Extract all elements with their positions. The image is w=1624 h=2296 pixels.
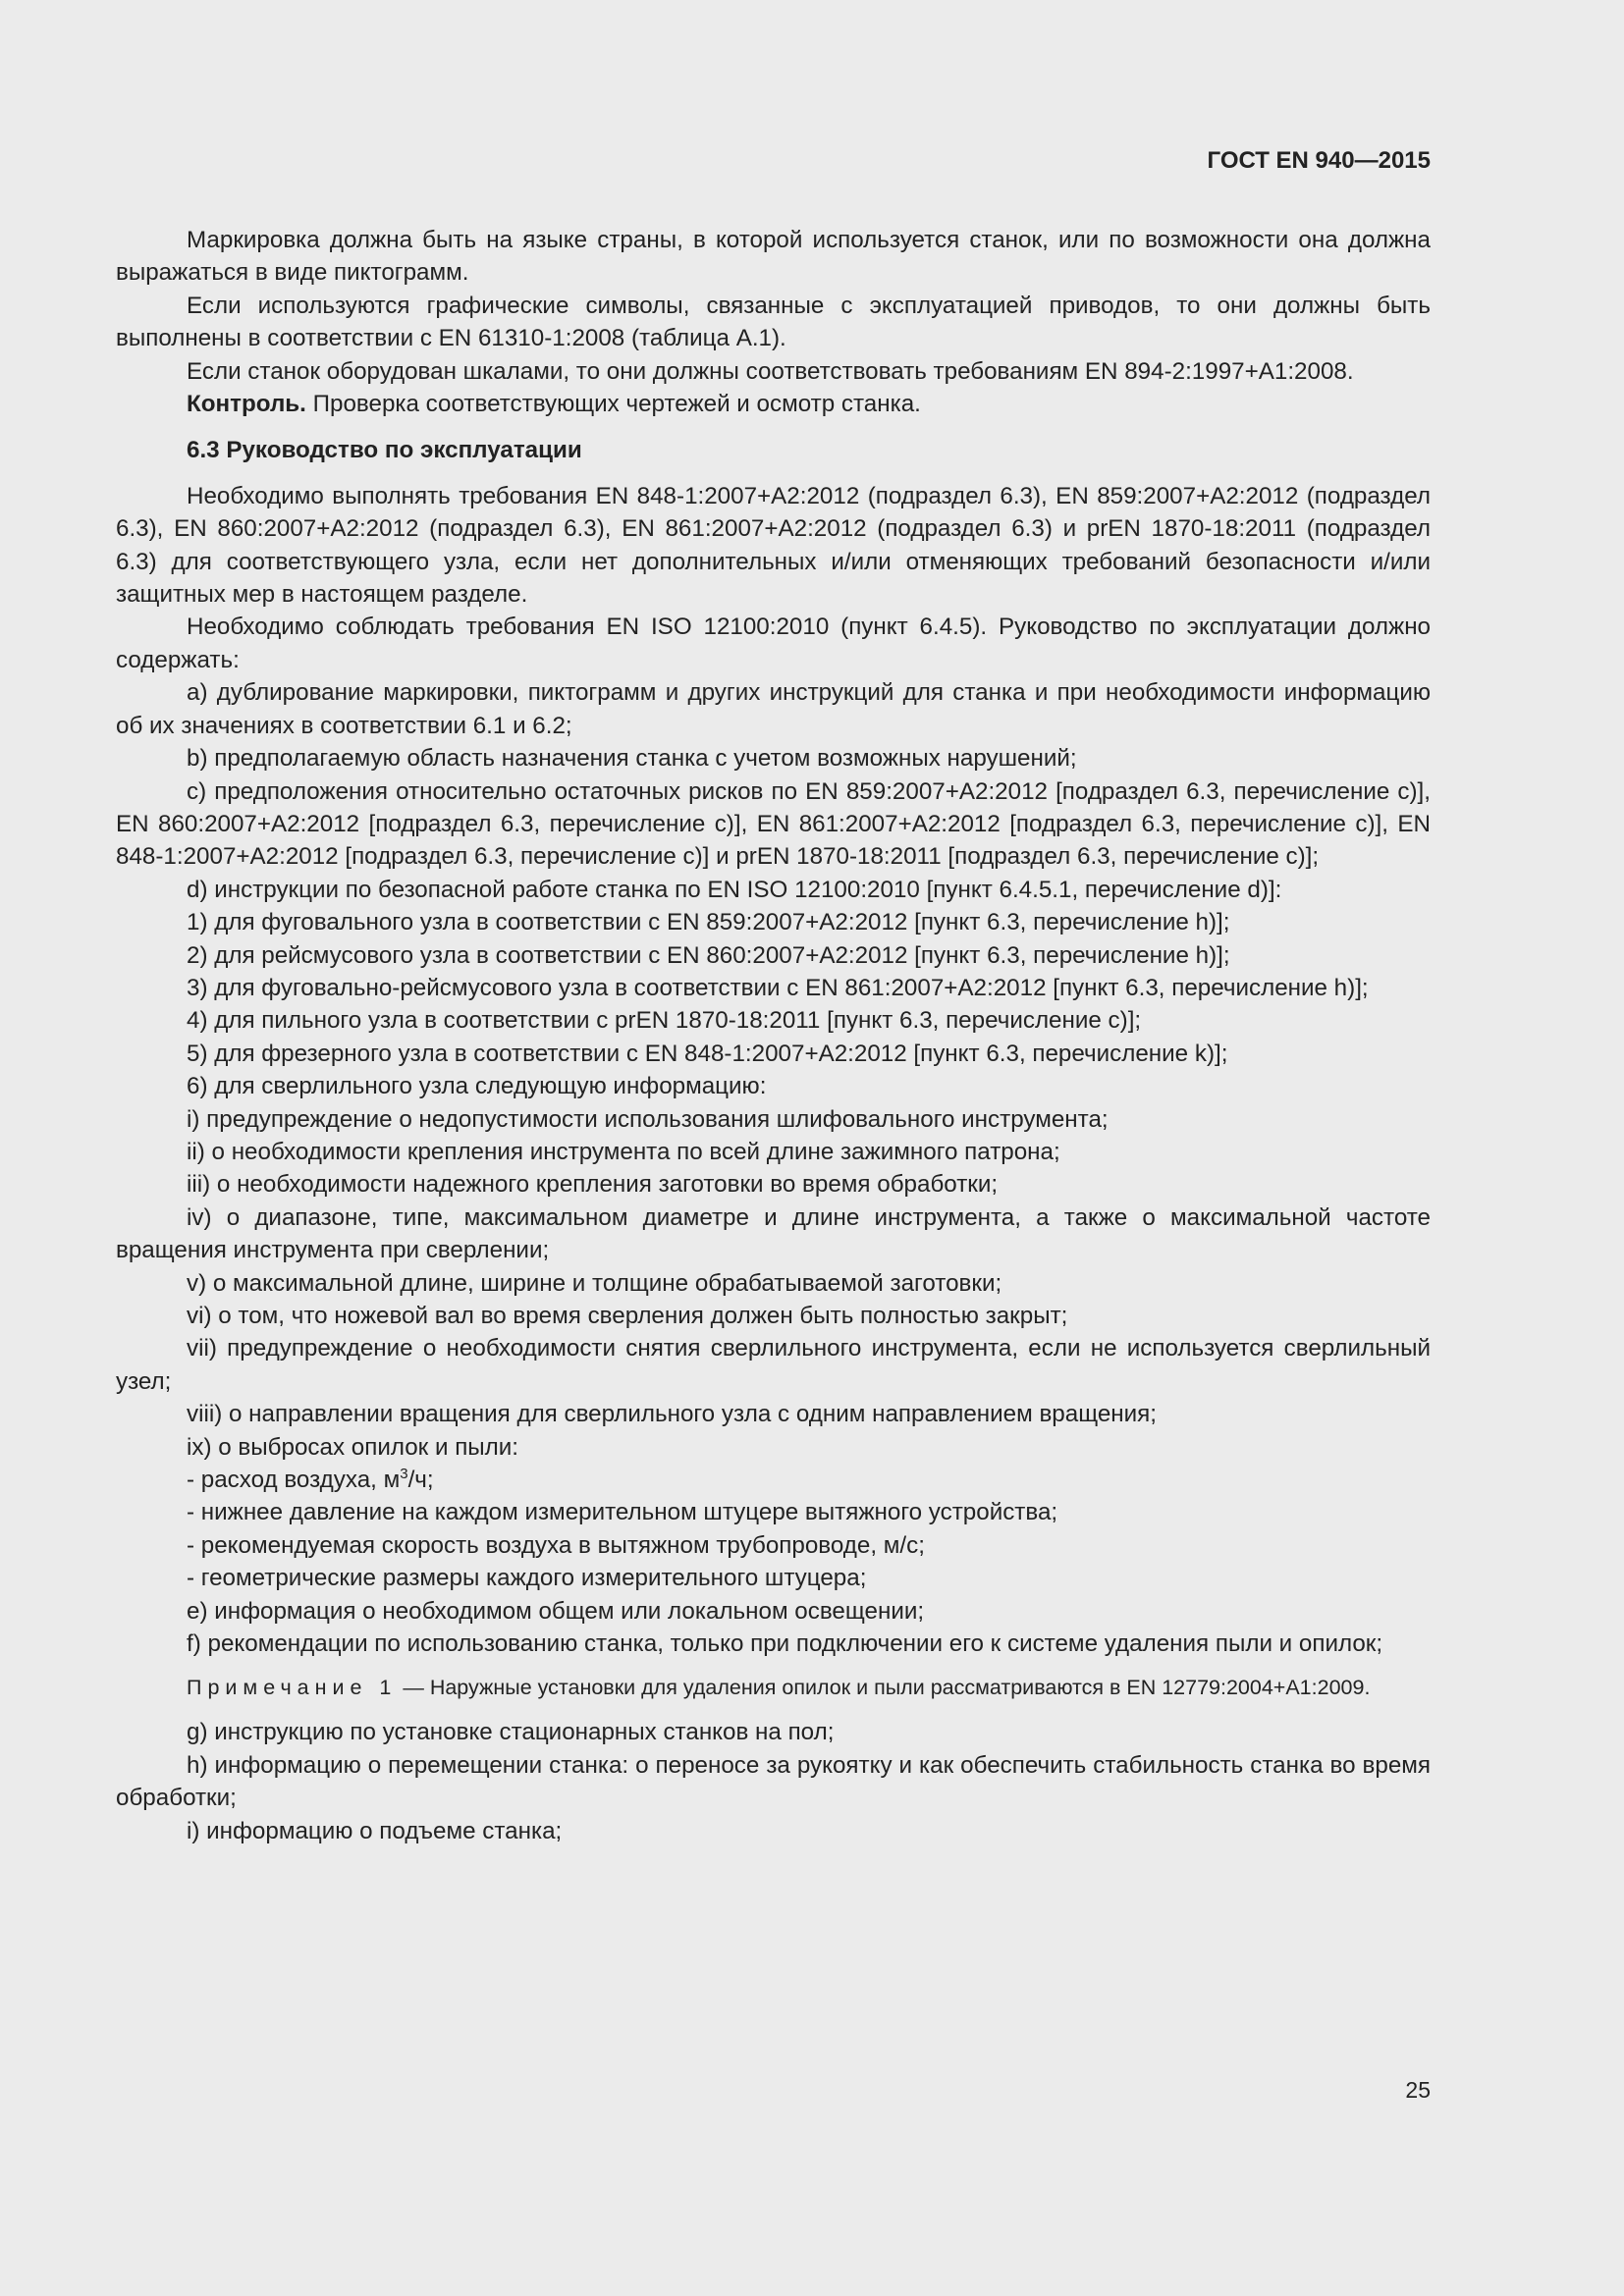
list-item: 4) для пильного узла в соответствии с prEN 1870-18:2011 [пункт 6.3, перечисление c)]; [187,1007,1142,1035]
section-title: 6.3 Руководство по эксплуатации [187,437,582,464]
list-item: iii) о необходимости надежного крепления заготовки во время обработки; [187,1171,999,1199]
list-item: 3) для фуговально-рейсмусового узла в соответствии с EN 861:2007+A2:2012 [пункт 6.3, перечисление h)]; [187,974,1369,1001]
dash-item: - геометрические размеры каждого измерительного штуцера; [187,1565,867,1592]
list-item: 5) для фрезерного узла в соответствии с EN 848-1:2007+A2:2012 [пункт 6.3, перечисление k)]; [187,1040,1228,1067]
superscript: 3 [400,1465,408,1482]
dash-item-text: /ч; [407,1467,434,1494]
list-item: ix) о выбросах опилок и пыли: [187,1433,519,1461]
control-paragraph [116,388,1431,420]
note-label: Примечание 1 [187,1676,398,1700]
document-code-header: ГОСТ EN 940—2015 [1207,147,1431,174]
list-item: f) рекомендации по использованию станка, только при подключении его к системе удаления пыли и опилок; [187,1630,1383,1658]
list-item: vi) о том, что ножевой вал во время сверления должен быть полностью закрыт; [187,1303,1068,1329]
list-item: vii) предупреждение о необходимости снятия сверлильного инструмента, если не используется сверлильный узел; [116,1335,1431,1395]
list-item: 2) для рейсмусового узла в соответствии с EN 860:2007+A2:2012 [пункт 6.3, перечисление h)]; [187,941,1230,969]
control-label: Контроль. [187,391,306,418]
list-item: d) инструкции по безопасной работе станка по EN ISO 12100:2010 [пункт 6.4.5.1, перечисление d)]: [187,876,1282,903]
paragraph: Необходимо выполнять требования EN 848-1:2007+A2:2012 (подраздел 6.3), EN 859:2007+A2:2012 (подраздел 6.3), EN 860:2007+A2:2012 (подраздел 6.3), EN 861:2007+A2:2012 (подраздел 6.3) и prEN 1870-18:2011 (подраздел 6.3) для соответствующего узла, если нет дополнительных и/или отменяющих требований безопасности и/или защитных мер в настоящем разделе. [116,482,1431,609]
paragraph: Маркировка должна быть на языке страны, в которой используется станок, или по возможности она должна выражаться в виде пиктограмм. [116,227,1431,287]
list-item: v) о максимальной длине, ширине и толщине обрабатываемой заготовки; [187,1269,1002,1297]
list-item: i) предупреждение о недопустимости использования шлифовального инструмента; [187,1105,1109,1133]
list-item: iv) о диапазоне, типе, максимальном диаметре и длине инструмента, а также о максимальной частоте вращения инструмента при сверлении; [116,1203,1431,1264]
document-body [116,224,1431,1847]
list-item: 1) для фуговального узла в соответствии с EN 859:2007+A2:2012 [пункт 6.3, перечисление h)]; [187,909,1230,936]
control-text: Проверка соответствующих чертежей и осмотр станка. [305,391,921,418]
dash-item [116,1464,1431,1496]
note-text: — Наружные установки для удаления опилок и пыли рассматриваются в EN 12779:2004+A1:2009. [397,1676,1371,1700]
list-item: c) предположения относительно остаточных рисков по EN 859:2007+A2:2012 [подраздел 6.3, перечисление c)], EN 860:2007+A2:2012 [подраздел 6.3, перечисление c)], EN 861:2007+A2:2012 [подраздел 6.3, перечисление c)], EN 848-1:2007+A2:2012 [подраздел 6.3, перечисление c)] и prEN 1870-18:2011 [подраздел 6.3, перечисление c)]; [116,777,1431,871]
list-item: viii) о направлении вращения для сверлильного узла с одним направлением вращения; [187,1401,1157,1428]
paragraph: Если используются графические символы, связанные с эксплуатацией приводов, то они должны быть выполнены в соответствии с EN 61310-1:2008 (таблица А.1). [116,292,1431,352]
list-item: ii) о необходимости крепления инструмента по всей длине зажимного патрона; [187,1138,1060,1165]
list-item: 6) для сверлильного узла следующую информацию: [187,1073,767,1100]
list-item: h) информацию о перемещении станка: о переносе за рукоятку и как обеспечить стабильность станка во время обработки; [116,1751,1431,1812]
paragraph: Необходимо соблюдать требования EN ISO 12100:2010 (пункт 6.4.5). Руководство по эксплуатации должно содержать: [116,614,1431,673]
list-item: e) информация о необходимом общем или локальном освещении; [187,1597,925,1625]
list-item: а) дублирование маркировки, пиктограмм и других инструкций для станка и при необходимости информацию об их значениях в соответствии 6.1 и 6.2; [116,679,1431,739]
note [116,1674,1431,1702]
page-number: 25 [1405,2077,1431,2103]
list-item: b) предполагаемую область назначения станка с учетом возможных нарушений; [187,745,1077,773]
list-item: g) инструкцию по установке стационарных станков на пол; [187,1719,835,1746]
list-item: i) информацию о подъеме станка; [187,1817,563,1844]
dash-item: - нижнее давление на каждом измерительном штуцере вытяжного устройства; [187,1499,1058,1526]
paragraph: Если станок оборудован шкалами, то они должны соответствовать требованиям EN 894-2:1997+A1:2008. [187,357,1354,385]
dash-item: - рекомендуемая скорость воздуха в вытяжном трубопроводе, м/с; [187,1531,925,1559]
dash-item-text: - расход воздуха, м [187,1467,401,1494]
